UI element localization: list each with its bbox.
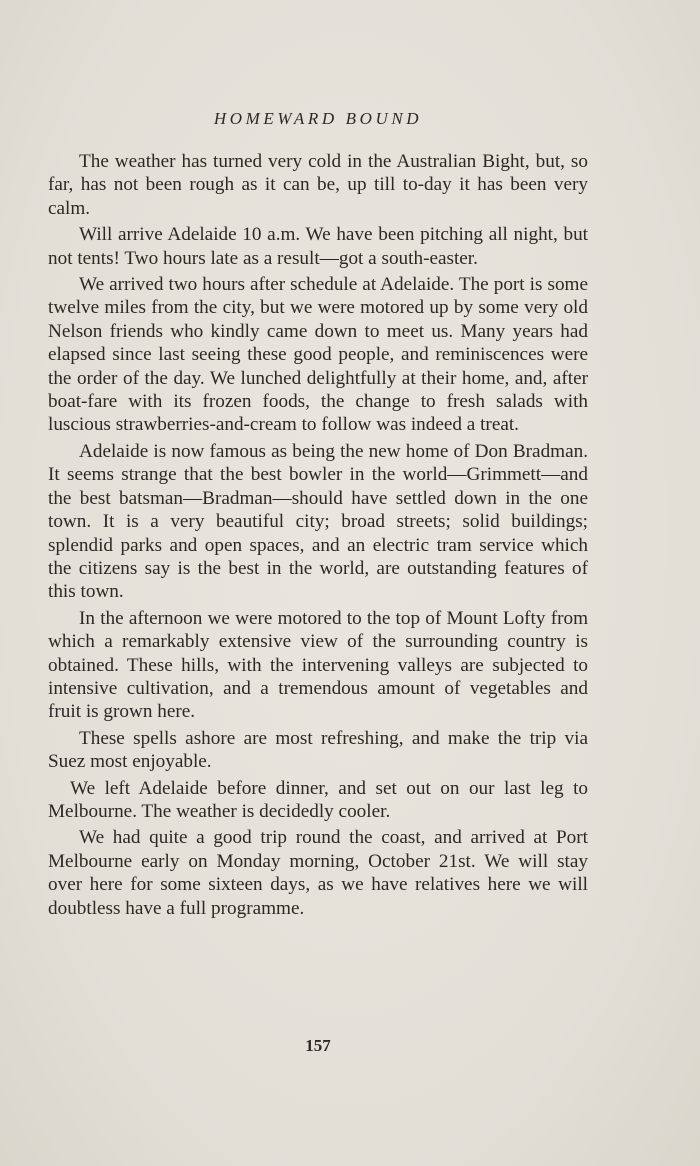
running-head: HOMEWARD BOUND xyxy=(213,109,423,128)
paragraph: The weather has turned very cold in the Australian Bight, but, so far, has not been rough as it can be, up till to-day it has been very calm. xyxy=(48,151,588,219)
paragraph: Will arrive Adelaide 10 a.m. We have been pitching all night, but not tents! Two hours late as a result—got a south-easter. xyxy=(48,224,588,269)
paragraph: We arrived two hours after schedule at Adelaide. The port is some twelve miles from the city, but we were motored up by some very old Nelson friends who kindly came down to meet us. Many years had elapsed since last seeing these good people, and reminiscences were the order of the day. We lunched delightfully at their home, and, after boat-fare with its frozen foods, the change to fresh salads with luscious strawberries-and-cream to follow was indeed a treat. xyxy=(48,274,588,436)
paragraph: These spells ashore are most refreshing, and make the trip via Suez most enjoyable. xyxy=(48,727,588,773)
paragraph: In the afternoon we were motored to the top of Mount Lofty from which a remarkably extensive view of the surrounding country is obtained. These hills, with the intervening valleys are subjected to intensive cultivation, and a tremendous amount of vegetables and fruit is grown here. xyxy=(48,607,588,723)
paragraph: We had quite a good trip round the coast, and arrived at Port Melbourne early on Monday morning, October 21st. We will stay over here for some sixteen days, as we have relatives here we will doubtless have a full programme. xyxy=(48,827,588,919)
body-text xyxy=(48,150,588,920)
paragraph: We left Adelaide before dinner, and set out on our last leg to Melbourne. The weather is decidedly cooler. xyxy=(48,777,588,822)
paragraph: Adelaide is now famous as being the new home of Don Bradman. It seems strange that the best bowler in the world—Grimmett—and the best batsman—Bradman—should have settled down in the one town. It is a very beautiful city; broad streets; solid buildings; splendid parks and open spaces, and an electric tram service which the citizens say is the best in the world, are outstanding features of this town. xyxy=(48,440,588,603)
page-number: 157 xyxy=(305,1036,331,1055)
